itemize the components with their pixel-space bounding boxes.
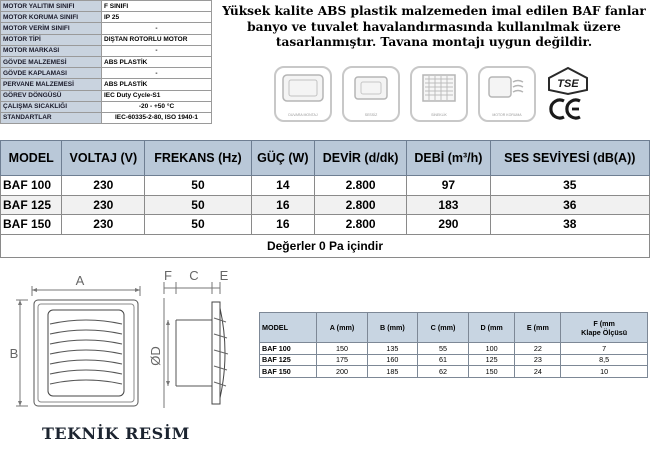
dims-header-f-line1: F (mm: [593, 318, 615, 328]
value-cell: 55: [418, 343, 469, 355]
table-row: [260, 366, 648, 378]
value-cell: 200: [317, 366, 367, 378]
svg-text:TSE: TSE: [557, 78, 579, 90]
spec-value: IP 25: [102, 12, 212, 23]
airflow-icon: MOTOR KORUMA: [478, 66, 536, 122]
spec-value: -20 - +50 °C: [102, 101, 212, 112]
value-cell: 230: [62, 195, 145, 215]
value-cell: 160: [367, 354, 418, 366]
spec-row: [1, 34, 212, 45]
value-cell: 8,5: [561, 354, 648, 366]
value-cell: 24: [515, 366, 561, 378]
perf-header-cell: SES SEVİYESİ (dB(A)): [490, 141, 649, 176]
spec-key: GÖREV DÖNGÜSÜ: [1, 90, 102, 101]
value-cell: 16: [251, 195, 314, 215]
spec-key: MOTOR VERİM SINIFI: [1, 23, 102, 34]
spec-key: STANDARTLAR: [1, 112, 102, 123]
value-cell: 175: [317, 354, 367, 366]
value-cell: 23: [515, 354, 561, 366]
table-row: [260, 354, 648, 366]
spec-row: [1, 68, 212, 79]
value-cell: 50: [145, 176, 252, 196]
wall-mount-icon: DUVARA MONTAJ: [274, 66, 332, 122]
value-cell: 150: [468, 366, 515, 378]
model-cell: BAF 150: [260, 366, 317, 378]
dims-header-cell: B (mm): [367, 313, 418, 343]
spec-value: ABS PLASTİK: [102, 56, 212, 67]
table-row: [260, 343, 648, 355]
spec-row: [1, 112, 212, 123]
dim-label-e: E: [219, 268, 229, 283]
value-cell: 10: [561, 366, 648, 378]
perf-header-cell: GÜÇ (W): [251, 141, 314, 176]
perf-header-cell: VOLTAJ (V): [62, 141, 145, 176]
value-cell: 38: [490, 215, 649, 235]
value-cell: 2.800: [314, 215, 406, 235]
value-cell: 100: [468, 343, 515, 355]
spec-row: [1, 23, 212, 34]
drawing-title: TEKNİK RESİM: [42, 424, 190, 443]
value-cell: 183: [407, 195, 490, 215]
dims-header-cell: C (mm): [418, 313, 469, 343]
dim-label-b: B: [9, 346, 19, 361]
value-cell: 230: [62, 215, 145, 235]
spec-value: DIŞTAN ROTORLU MOTOR: [102, 34, 212, 45]
dims-header-cell: D (mm: [468, 313, 515, 343]
spec-key: PERVANE MALZEMESİ: [1, 79, 102, 90]
dim-label-d: ØD: [148, 346, 163, 366]
performance-table: [0, 140, 650, 258]
model-cell: BAF 125: [1, 195, 62, 215]
spec-key: MOTOR YALITIM SINIFI: [1, 1, 102, 12]
spec-row: [1, 90, 212, 101]
dims-header-cell-f: [561, 313, 648, 343]
value-cell: 50: [145, 195, 252, 215]
spec-value: -: [102, 68, 212, 79]
value-cell: 22: [515, 343, 561, 355]
technical-drawing: [8, 268, 240, 418]
value-cell: 290: [407, 215, 490, 235]
spec-row: [1, 45, 212, 56]
value-cell: 150: [317, 343, 367, 355]
dim-label-f: F: [164, 268, 172, 283]
value-cell: 230: [62, 176, 145, 196]
note-row: [1, 234, 650, 257]
spec-value: -: [102, 45, 212, 56]
dim-label-a: A: [75, 273, 85, 288]
dims-header-cell: A (mm): [317, 313, 367, 343]
dims-header-cell: MODEL: [260, 313, 317, 343]
model-cell: BAF 100: [260, 343, 317, 355]
dim-label-c: C: [189, 268, 199, 283]
feature-icons: [274, 66, 594, 124]
value-cell: 36: [490, 195, 649, 215]
perf-header-cell: FREKANS (Hz): [145, 141, 252, 176]
dims-header-f-line2: Klape Ölçüsü: [581, 327, 628, 337]
spec-key: GÖVDE KAPLAMASI: [1, 68, 102, 79]
spec-key: MOTOR MARKASI: [1, 45, 102, 56]
spec-row: [1, 101, 212, 112]
spec-key: MOTOR KORUMA SINIFI: [1, 12, 102, 23]
value-cell: 125: [468, 354, 515, 366]
value-cell: 61: [418, 354, 469, 366]
value-cell: 35: [490, 176, 649, 196]
value-cell: 14: [251, 176, 314, 196]
perf-header-cell: DEVİR (d/dk): [314, 141, 406, 176]
value-cell: 16: [251, 215, 314, 235]
spec-key: ÇALIŞMA SICAKLIĞI: [1, 101, 102, 112]
dims-header-cell: E (mm: [515, 313, 561, 343]
spec-table: [0, 0, 212, 124]
value-cell: 135: [367, 343, 418, 355]
spec-row: [1, 56, 212, 67]
value-cell: 97: [407, 176, 490, 196]
intro-text: Yüksek kalite ABS plastik malzemeden imal edilen BAF fanlar banyo ve tuvalet havalandırmasında kullanılmak üzere tasarlanmıştır. Tavana montajı uygun değildir.: [222, 4, 646, 49]
spec-row: [1, 79, 212, 90]
tse-mark-icon: [549, 68, 587, 94]
model-cell: BAF 100: [1, 176, 62, 196]
perf-header-cell: MODEL: [1, 141, 62, 176]
table-row: [1, 195, 650, 215]
grille-icon: SİNEKLİK: [410, 66, 468, 122]
spec-value: F SINIFI: [102, 1, 212, 12]
spec-row: [1, 1, 212, 12]
certification-marks: [542, 66, 594, 122]
table-row: [1, 176, 650, 196]
value-cell: 62: [418, 366, 469, 378]
perf-header-cell: DEBİ (m³/h): [407, 141, 490, 176]
spec-value: ABS PLASTİK: [102, 79, 212, 90]
spec-value: -: [102, 23, 212, 34]
value-cell: 2.800: [314, 176, 406, 196]
value-cell: 185: [367, 366, 418, 378]
dimensions-table: [259, 312, 648, 378]
model-cell: BAF 150: [1, 215, 62, 235]
model-cell: BAF 125: [260, 354, 317, 366]
plain-fan-icon: SESSİZ: [342, 66, 400, 122]
spec-key: MOTOR TİPİ: [1, 34, 102, 45]
spec-key: GÖVDE MALZEMESİ: [1, 56, 102, 67]
pressure-note: Değerler 0 Pa içindir: [1, 234, 650, 257]
value-cell: 7: [561, 343, 648, 355]
value-cell: 2.800: [314, 195, 406, 215]
ce-mark-icon: [551, 100, 580, 118]
table-row: [1, 215, 650, 235]
spec-value: IEC-60335-2-80, ISO 1940-1: [102, 112, 212, 123]
spec-value: IEC Duty Cycle-S1: [102, 90, 212, 101]
spec-row: [1, 12, 212, 23]
value-cell: 50: [145, 215, 252, 235]
